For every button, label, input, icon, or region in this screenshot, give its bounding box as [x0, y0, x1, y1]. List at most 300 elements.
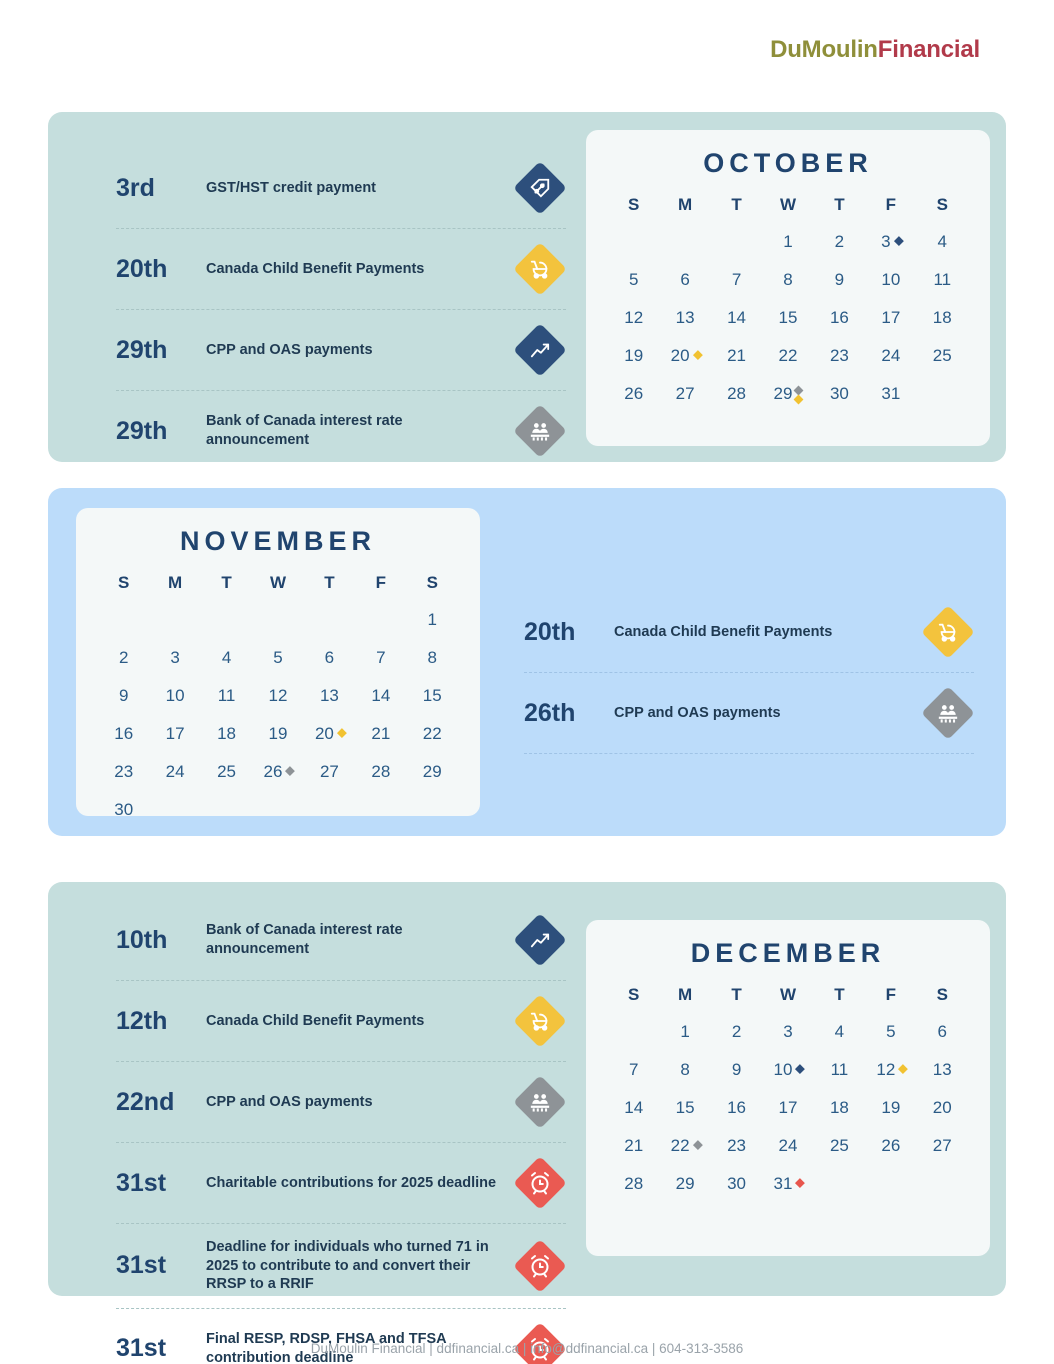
chart-growth-icon [514, 914, 566, 966]
calendar-day-number: 20 [670, 346, 690, 365]
calendar-day-number: 1 [783, 232, 793, 251]
calendar-day-cell [608, 299, 659, 337]
weekday-header: T [731, 985, 742, 1004]
calendar-day-cell [917, 223, 968, 261]
calendar-empty-cell [917, 1165, 968, 1203]
calendar-day-number: 19 [624, 346, 644, 365]
calendar-day-cell [711, 1165, 762, 1203]
calendar-card-november [76, 508, 480, 819]
calendar-day-number: 9 [731, 1060, 742, 1079]
event-day: 20th [116, 254, 168, 283]
event-day: 12th [116, 1006, 168, 1035]
calendar-empty-cell [355, 791, 406, 829]
calendar-week-row [608, 1127, 968, 1165]
calendar-day-number: 30 [829, 384, 849, 403]
calendar-day-number: 4 [937, 232, 947, 251]
icon-glyph [514, 405, 566, 457]
calendar-day-number: 24 [165, 762, 185, 781]
calendar-empty-cell [865, 1165, 916, 1203]
calendar-day-cell [917, 1013, 968, 1051]
calendar-card-december [586, 920, 990, 1256]
calendar-day-cell [865, 1013, 916, 1051]
calendar-empty-cell [608, 223, 659, 261]
calendar-week-row [98, 753, 458, 791]
calendar-week-row [608, 1089, 968, 1127]
event-list-november [524, 592, 974, 754]
calendar-day-cell [762, 1051, 813, 1089]
event-day: 10th [116, 925, 168, 954]
weekday-header: S [936, 195, 948, 214]
calendar-card-october [586, 130, 990, 446]
calendar-day-number: 24 [778, 1136, 798, 1155]
calendar-day-number: 19 [881, 1098, 901, 1117]
calendar-grid-october [608, 191, 968, 413]
calendar-week-row [608, 261, 968, 299]
calendar-day-number: 17 [881, 308, 901, 327]
icon-glyph [514, 162, 566, 214]
calendar-empty-cell [149, 601, 200, 639]
month-block-october [48, 112, 1006, 462]
calendar-day-cell [659, 1051, 710, 1089]
calendar-day-cell [659, 1127, 710, 1165]
calendar-week-row [98, 601, 458, 639]
alarm-clock-icon [514, 1240, 566, 1292]
calendar-day-number: 30 [114, 800, 134, 819]
calendar-day-cell [762, 1165, 813, 1203]
calendar-day-number: 12 [624, 308, 644, 327]
calendar-day-cell [917, 1127, 968, 1165]
calendar-day-number: 22 [778, 346, 798, 365]
calendar-day-cell [608, 1089, 659, 1127]
calendar-marker-red [795, 1178, 805, 1188]
calendar-day-number: 21 [624, 1136, 644, 1155]
event-label: CPP and OAS payments [206, 341, 373, 358]
calendar-day-cell [407, 715, 458, 753]
event-label: GST/HST credit payment [206, 179, 377, 196]
calendar-empty-cell [252, 791, 303, 829]
calendar-day-number: 10 [165, 686, 185, 705]
calendar-day-cell [865, 223, 916, 261]
stroller-icon [514, 995, 566, 1047]
calendar-day-number: 1 [427, 610, 437, 629]
weekday-header: S [936, 985, 948, 1004]
event-row [116, 1143, 566, 1224]
calendar-empty-cell [304, 601, 355, 639]
calendar-empty-cell [814, 1165, 865, 1203]
calendar-day-cell [149, 753, 200, 791]
calendar-day-cell [659, 299, 710, 337]
weekday-header: T [834, 195, 845, 214]
calendar-day-cell [814, 261, 865, 299]
calendar-day-cell [252, 715, 303, 753]
calendar-day-cell [407, 639, 458, 677]
calendar-day-number: 16 [829, 308, 849, 327]
weekday-header: W [779, 195, 796, 214]
calendar-day-number: 28 [371, 762, 391, 781]
calendar-day-cell [865, 1051, 916, 1089]
calendar-day-number: 8 [427, 648, 437, 667]
event-label: Bank of Canada interest rate announcement [206, 413, 403, 448]
calendar-day-cell [98, 791, 149, 829]
calendar-weekday-header-row [608, 191, 968, 223]
icon-glyph [514, 914, 566, 966]
event-day: 3rd [116, 173, 155, 202]
calendar-day-number: 24 [881, 346, 901, 365]
event-day: 29th [116, 416, 168, 445]
weekday-header: W [269, 573, 286, 592]
calendar-day-number: 7 [376, 648, 386, 667]
footer-contact: DuMoulin Financial | ddfinancial.ca | info@ddfinancial.ca | 604-313-3586 [310, 1341, 744, 1356]
calendar-day-cell [762, 1127, 813, 1165]
bank-people-icon [514, 405, 566, 457]
calendar-day-cell [711, 375, 762, 413]
calendar-day-number: 6 [680, 270, 690, 289]
calendar-day-number: 19 [268, 724, 288, 743]
calendar-day-cell [762, 1013, 813, 1051]
calendar-week-row [98, 639, 458, 677]
event-row [524, 592, 974, 673]
calendar-day-cell [304, 677, 355, 715]
calendar-empty-cell [355, 601, 406, 639]
calendar-day-cell [252, 639, 303, 677]
calendar-day-cell [98, 677, 149, 715]
calendar-day-number: 15 [778, 308, 798, 327]
icon-glyph [922, 687, 974, 739]
calendar-day-cell [407, 753, 458, 791]
calendar-grid-november [98, 569, 458, 829]
calendar-day-number: 2 [118, 648, 129, 667]
calendar-day-number: 7 [628, 1060, 639, 1079]
calendar-day-cell [608, 375, 659, 413]
calendar-day-number: 11 [830, 1060, 849, 1079]
stroller-icon [922, 606, 974, 658]
chart-growth-icon [514, 324, 566, 376]
calendar-day-cell [917, 299, 968, 337]
weekday-header: M [168, 573, 183, 592]
calendar-day-cell [149, 639, 200, 677]
calendar-day-number: 8 [680, 1060, 690, 1079]
calendar-day-number: 6 [937, 1022, 947, 1041]
calendar-marker-grey [693, 1140, 703, 1150]
calendar-week-row [608, 375, 968, 413]
event-label: Charitable contributions for 2025 deadline [206, 1174, 497, 1191]
alarm-clock-icon [514, 1157, 566, 1209]
event-row [116, 148, 566, 229]
bank-people-icon [514, 1076, 566, 1128]
calendar-day-number: 16 [727, 1098, 747, 1117]
calendar-week-row [608, 299, 968, 337]
event-list-october [116, 148, 566, 471]
weekday-header: S [426, 573, 438, 592]
calendar-day-number: 27 [675, 384, 695, 403]
calendar-day-number: 12 [876, 1060, 896, 1079]
calendar-empty-cell [917, 375, 968, 413]
calendar-day-cell [814, 1089, 865, 1127]
weekday-header: W [779, 985, 796, 1004]
calendar-day-cell [814, 337, 865, 375]
calendar-day-cell [149, 715, 200, 753]
bank-people-icon [922, 687, 974, 739]
event-day: 20th [524, 617, 576, 646]
calendar-day-cell [608, 1165, 659, 1203]
weekday-header: M [678, 985, 693, 1004]
event-label: Bank of Canada interest rate announcement [206, 922, 403, 957]
calendar-day-cell [304, 715, 355, 753]
event-day: 26th [524, 698, 576, 727]
calendar-day-cell [149, 677, 200, 715]
calendar-day-number: 14 [371, 686, 391, 705]
calendar-day-cell [98, 639, 149, 677]
calendar-day-number: 28 [624, 1174, 644, 1193]
calendar-day-number: 9 [118, 686, 129, 705]
weekday-header: M [678, 195, 693, 214]
calendar-day-cell [608, 1127, 659, 1165]
icon-glyph [922, 606, 974, 658]
calendar-day-number: 26 [881, 1136, 901, 1155]
calendar-day-cell [917, 261, 968, 299]
calendar-day-cell [252, 753, 303, 791]
calendar-week-row [98, 791, 458, 829]
calendar-day-number: 7 [731, 270, 742, 289]
calendar-empty-cell [304, 791, 355, 829]
calendar-grid-december [608, 981, 968, 1203]
calendar-day-cell [407, 601, 458, 639]
calendar-day-number: 25 [932, 346, 952, 365]
calendar-day-number: 3 [170, 648, 180, 667]
event-day: 29th [116, 335, 168, 364]
event-label: Final RESP, RDSP, FHSA and TFSA contribution deadline [206, 1331, 447, 1364]
calendar-day-cell [762, 299, 813, 337]
calendar-week-row [608, 1013, 968, 1051]
event-row [116, 229, 566, 310]
stroller-icon [514, 243, 566, 295]
calendar-day-number: 29 [675, 1174, 695, 1193]
calendar-day-cell [814, 223, 865, 261]
event-row [116, 1062, 566, 1143]
calendar-day-number: 13 [319, 686, 339, 705]
calendar-day-number: 2 [731, 1022, 742, 1041]
calendar-day-cell [814, 375, 865, 413]
event-row [116, 981, 566, 1062]
calendar-day-number: 2 [834, 232, 845, 251]
calendar-day-number: 12 [268, 686, 288, 705]
calendar-title-december: DECEMBER [690, 938, 886, 968]
calendar-day-number: 15 [675, 1098, 695, 1117]
calendar-day-number: 11 [217, 686, 236, 705]
calendar-day-cell [98, 753, 149, 791]
icon-glyph [514, 324, 566, 376]
weekday-header: S [628, 985, 640, 1004]
calendar-empty-cell [201, 791, 252, 829]
calendar-day-number: 18 [217, 724, 237, 743]
calendar-day-cell [608, 1051, 659, 1089]
calendar-day-number: 22 [422, 724, 442, 743]
icon-glyph [514, 1240, 566, 1292]
weekday-header: F [375, 573, 387, 592]
calendar-day-cell [865, 1127, 916, 1165]
calendar-day-cell [711, 337, 762, 375]
event-row [116, 900, 566, 981]
calendar-day-number: 22 [670, 1136, 690, 1155]
calendar-marker-yellow [693, 350, 703, 360]
calendar-marker-blue [894, 236, 904, 246]
calendar-week-row [608, 1051, 968, 1089]
calendar-day-number: 4 [834, 1022, 845, 1041]
weekday-header: T [731, 195, 742, 214]
event-day: 22nd [116, 1087, 175, 1116]
calendar-title-october: OCTOBER [703, 148, 873, 178]
calendar-empty-cell [659, 223, 710, 261]
calendar-day-number: 31 [773, 1174, 793, 1193]
calendar-day-cell [762, 223, 813, 261]
icon-glyph [514, 1076, 566, 1128]
calendar-day-cell [201, 639, 252, 677]
calendar-day-number: 21 [371, 724, 391, 743]
calendar-day-cell [659, 261, 710, 299]
calendar-day-number: 5 [628, 270, 639, 289]
event-label: CPP and OAS payments [614, 704, 781, 721]
calendar-day-number: 27 [319, 762, 339, 781]
calendar-day-number: 8 [783, 270, 793, 289]
calendar-week-row [98, 715, 458, 753]
calendar-day-number: 21 [727, 346, 747, 365]
calendar-day-number: 4 [221, 648, 232, 667]
event-row [116, 391, 566, 471]
event-label: Deadline for individuals who turned 71 in 2025 to contribute to and convert their RRSP to a RRIF [206, 1239, 489, 1293]
calendar-day-number: 29 [422, 762, 442, 781]
calendar-day-number: 31 [881, 384, 901, 403]
calendar-day-cell [659, 1165, 710, 1203]
calendar-day-cell [762, 337, 813, 375]
calendar-week-row [608, 1165, 968, 1203]
calendar-day-number: 13 [675, 308, 695, 327]
calendar-day-cell [201, 715, 252, 753]
event-day: 31st [116, 1168, 167, 1197]
calendar-day-cell [201, 677, 252, 715]
event-list-december [116, 900, 566, 1364]
calendar-day-cell [762, 1089, 813, 1127]
weekday-header: S [118, 573, 130, 592]
calendar-day-number: 20 [314, 724, 334, 743]
calendar-day-cell [304, 639, 355, 677]
calendar-day-cell [917, 1051, 968, 1089]
event-row [524, 673, 974, 754]
calendar-day-cell [711, 1089, 762, 1127]
calendar-empty-cell [608, 1013, 659, 1051]
calendar-day-number: 28 [727, 384, 747, 403]
calendar-day-number: 26 [263, 762, 283, 781]
calendar-day-cell [355, 677, 406, 715]
calendar-day-number: 20 [932, 1098, 952, 1117]
brand-name-part2: Financial [877, 36, 980, 63]
calendar-marker-stack [795, 387, 802, 403]
calendar-day-cell [711, 1013, 762, 1051]
event-label: Canada Child Benefit Payments [614, 623, 833, 640]
calendar-day-cell [711, 261, 762, 299]
calendar-day-cell [814, 1051, 865, 1089]
calendar-day-number: 1 [680, 1022, 690, 1041]
event-day: 31st [116, 1251, 167, 1280]
weekday-header: T [834, 985, 845, 1004]
calendar-day-cell [865, 337, 916, 375]
weekday-header: F [885, 985, 897, 1004]
calendar-day-cell [608, 337, 659, 375]
calendar-day-number: 23 [829, 346, 849, 365]
calendar-day-cell [711, 1127, 762, 1165]
event-label: CPP and OAS payments [206, 1093, 373, 1110]
calendar-day-number: 9 [834, 270, 845, 289]
calendar-day-number: 5 [273, 648, 283, 667]
calendar-week-row [98, 677, 458, 715]
calendar-day-cell [355, 715, 406, 753]
calendar-day-number: 14 [624, 1098, 644, 1117]
calendar-day-cell [659, 1013, 710, 1051]
calendar-day-number: 14 [727, 308, 747, 327]
calendar-day-cell [659, 337, 710, 375]
calendar-day-number: 18 [932, 308, 952, 327]
month-block-november [48, 488, 1006, 836]
calendar-day-number: 11 [933, 270, 952, 289]
calendar-day-number: 6 [324, 648, 335, 667]
calendar-empty-cell [407, 791, 458, 829]
calendar-empty-cell [711, 223, 762, 261]
calendar-day-cell [762, 375, 813, 413]
event-label: Canada Child Benefit Payments [206, 260, 425, 277]
calendar-day-cell [711, 299, 762, 337]
calendar-day-cell [608, 261, 659, 299]
calendar-day-number: 15 [422, 686, 442, 705]
event-day: 31st [116, 1334, 167, 1363]
calendar-day-cell [865, 375, 916, 413]
calendar-day-cell [98, 715, 149, 753]
event-row [116, 1224, 566, 1309]
calendar-empty-cell [252, 601, 303, 639]
calendar-marker-grey [285, 766, 295, 776]
calendar-day-number: 3 [881, 232, 891, 251]
calendar-day-cell [659, 375, 710, 413]
event-row [116, 310, 566, 391]
calendar-weekday-header-row [608, 981, 968, 1013]
calendar-day-number: 10 [881, 270, 901, 289]
event-label: Canada Child Benefit Payments [206, 1012, 425, 1029]
calendar-day-number: 13 [932, 1060, 952, 1079]
calendar-day-number: 30 [727, 1174, 747, 1193]
calendar-day-cell [711, 1051, 762, 1089]
brand-name-part1: DuMoulin [770, 36, 878, 63]
calendar-day-cell [814, 299, 865, 337]
calendar-day-cell [355, 639, 406, 677]
calendar-day-number: 23 [114, 762, 134, 781]
calendar-day-cell [865, 261, 916, 299]
weekday-header: F [885, 195, 897, 214]
calendar-day-cell [865, 299, 916, 337]
calendar-day-cell [814, 1013, 865, 1051]
calendar-day-number: 29 [773, 384, 793, 403]
calendar-day-number: 3 [783, 1022, 793, 1041]
calendar-day-number: 26 [624, 384, 644, 403]
calendar-empty-cell [201, 601, 252, 639]
calendar-day-number: 5 [886, 1022, 896, 1041]
calendar-week-row [608, 337, 968, 375]
calendar-day-cell [865, 1089, 916, 1127]
calendar-empty-cell [98, 601, 149, 639]
icon-glyph [514, 995, 566, 1047]
calendar-day-cell [917, 337, 968, 375]
calendar-day-cell [252, 677, 303, 715]
calendar-day-cell [917, 1089, 968, 1127]
calendar-day-number: 18 [829, 1098, 849, 1117]
calendar-day-number: 17 [165, 724, 185, 743]
